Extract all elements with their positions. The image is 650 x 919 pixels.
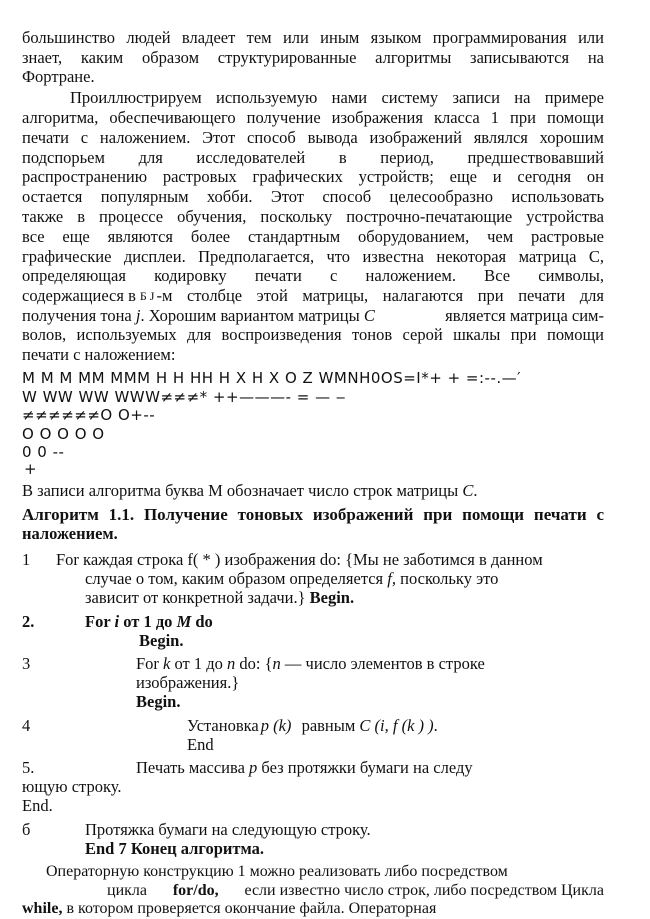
matrix-row4: O O O O O	[22, 425, 105, 443]
text-fragment: . Хорошим вариантом матрицы	[140, 306, 360, 325]
c-expression: C (i, f (k ) )	[359, 716, 434, 735]
step3-text	[136, 654, 485, 674]
step6-number: б	[22, 820, 31, 839]
step4-text	[187, 716, 438, 736]
paragraph2-line11	[22, 286, 604, 306]
text-fragment: цикла	[107, 882, 147, 899]
step3-number: 3	[22, 654, 31, 673]
step2-begin: Begin.	[139, 631, 184, 650]
i-variable: i	[114, 612, 120, 631]
text-fragment: do: {	[239, 654, 273, 673]
step4-number: 4	[22, 716, 31, 735]
step4-end: End	[187, 735, 214, 754]
p-variable: p	[249, 758, 258, 777]
text-fragment: зависит от конкретной задачи.}	[85, 588, 306, 607]
paragraph1-line2: знает, каким образом структурированные алгоритмы записываются на	[22, 48, 604, 67]
c-variable: C	[363, 306, 375, 325]
step5-text	[136, 758, 473, 778]
k-variable: k	[163, 654, 171, 673]
step2-text	[85, 612, 213, 632]
paragraph1-line3: Фортране.	[22, 67, 95, 86]
step1-cont1	[85, 569, 498, 589]
paragraph2-line13: волов, используемых для воспроизведения тонов серой шкалы при помощи	[22, 325, 604, 344]
step3-cont: изображения.}	[136, 673, 240, 692]
matrix-note	[22, 481, 477, 501]
text-fragment: В записи алгоритма буква М обозначает число строк матрицы	[22, 481, 459, 500]
step2-number: 2.	[22, 612, 35, 631]
text-fragment: в котором проверяется окончание файла. Операторная	[66, 900, 437, 917]
paragraph2-line7: также в процессе обучения, поскольку построчно-печатающие устройства	[22, 207, 604, 226]
begin-keyword: Begin.	[309, 588, 355, 607]
paragraph2-line1: Проиллюстрируем используемую нами систему записи на примере	[70, 88, 604, 107]
step3-begin: Begin.	[136, 692, 181, 711]
paragraph1-line1: большинство людей владеет тем или иным языком программирования или	[22, 28, 604, 47]
closing-line3	[22, 899, 436, 919]
text-fragment: Печать массива	[136, 758, 245, 777]
step5-cont: ющую строку.	[22, 777, 122, 796]
paragraph2-line6: остается популярным хобби. Этот способ целесообразно использовать	[22, 187, 604, 206]
step1-text: For каждая строка f( * ) изображения do: {Мы не заботимся в данном	[56, 550, 543, 569]
while-keyword: while,	[22, 900, 63, 917]
paragraph2-line14: печати с наложением:	[22, 345, 176, 364]
text-fragment: равным	[301, 716, 356, 735]
j-variable: j	[135, 306, 141, 325]
f-variable: f,	[387, 569, 396, 588]
for-keyword: For	[136, 654, 159, 673]
matrix-row2: W WW WW WWW≠≠≠* ++———- = — ‒	[22, 388, 346, 406]
m-variable: M	[176, 612, 192, 631]
step5-number: 5.	[22, 758, 35, 777]
for-keyword: For	[85, 612, 111, 631]
paragraph2-line12	[22, 306, 604, 326]
n-variable: n	[227, 654, 236, 673]
paragraph2-line3: печати с наложением. Этот способ вывода изображений являлся хорошим	[22, 128, 604, 147]
p-expression: p (k)	[260, 716, 292, 735]
step6-text: Протяжка бумаги на следующую строку.	[85, 820, 371, 839]
paragraph2-line9: графические дисплеи. Предполагается, что известна некоторая матрица С,	[22, 247, 604, 266]
paragraph2-line5: распространению растровых графических устройств; еще и сегодня он	[22, 167, 604, 186]
text-fragment: от 1 до	[174, 654, 223, 673]
algorithm-title: Алгоритм 1.1. Получение тоновых изображений при помощи печати с	[22, 505, 604, 524]
matrix-row3: ≠≠≠≠≠≠O O+-‐	[22, 406, 156, 424]
closing-line2	[107, 881, 604, 901]
text-fragment: Установка	[187, 716, 259, 735]
for-do-keyword: for/do,	[172, 882, 219, 899]
step1-cont2	[85, 588, 354, 608]
small-j-symbol: Б J	[139, 289, 155, 303]
algorithm-end: End 7 Конец алгоритма.	[85, 839, 264, 858]
text-fragment: если известно число строк, либо посредством Цикла	[244, 882, 604, 899]
text-fragment: содержащиеся в	[22, 286, 136, 305]
text-fragment: является матрица сим-	[445, 306, 604, 325]
text-fragment: без протяжки бумаги на следу	[261, 758, 473, 777]
c-variable: C	[462, 481, 474, 500]
text-fragment: получения тона	[22, 306, 132, 325]
text-fragment: от 1 до	[123, 612, 173, 631]
n-variable: n	[272, 654, 281, 673]
step1-number: 1	[22, 550, 31, 569]
do-keyword: do	[195, 612, 213, 631]
paragraph2-line8: все еще являются более стандартным оборудованием, чем растровые	[22, 227, 604, 246]
step5-end: End.	[22, 796, 53, 815]
text-fragment: — число элементов в строке	[284, 654, 485, 673]
text-fragment: -м столбце этой матрицы, налагаются при печати для	[156, 286, 604, 305]
text-fragment: .	[433, 716, 438, 735]
matrix-row5: 0 0 -‐	[22, 443, 65, 461]
text-fragment: .	[473, 481, 478, 500]
text-fragment: случае о том, каким образом определяется	[85, 569, 384, 588]
matrix-row6: +	[24, 460, 38, 478]
text-fragment: поскольку это	[400, 569, 499, 588]
matrix-row1: M M M MM MMM H H HH H X H X O Z WMNH0OS=I*+ + =:--.—′	[22, 369, 522, 387]
paragraph2-line4: подспорьем для исследователей в период, предшествовавший	[22, 148, 604, 167]
closing-line1: Операторную конструкцию 1 можно реализовать либо посредством	[46, 863, 508, 880]
paragraph2-line10: определяющая кодировку печати с наложением. Все символы,	[22, 266, 604, 285]
algorithm-title-cont: наложением.	[22, 524, 118, 543]
paragraph2-line2: алгоритма, обеспечивающего получение изображения класса 1 при помощи	[22, 108, 604, 127]
